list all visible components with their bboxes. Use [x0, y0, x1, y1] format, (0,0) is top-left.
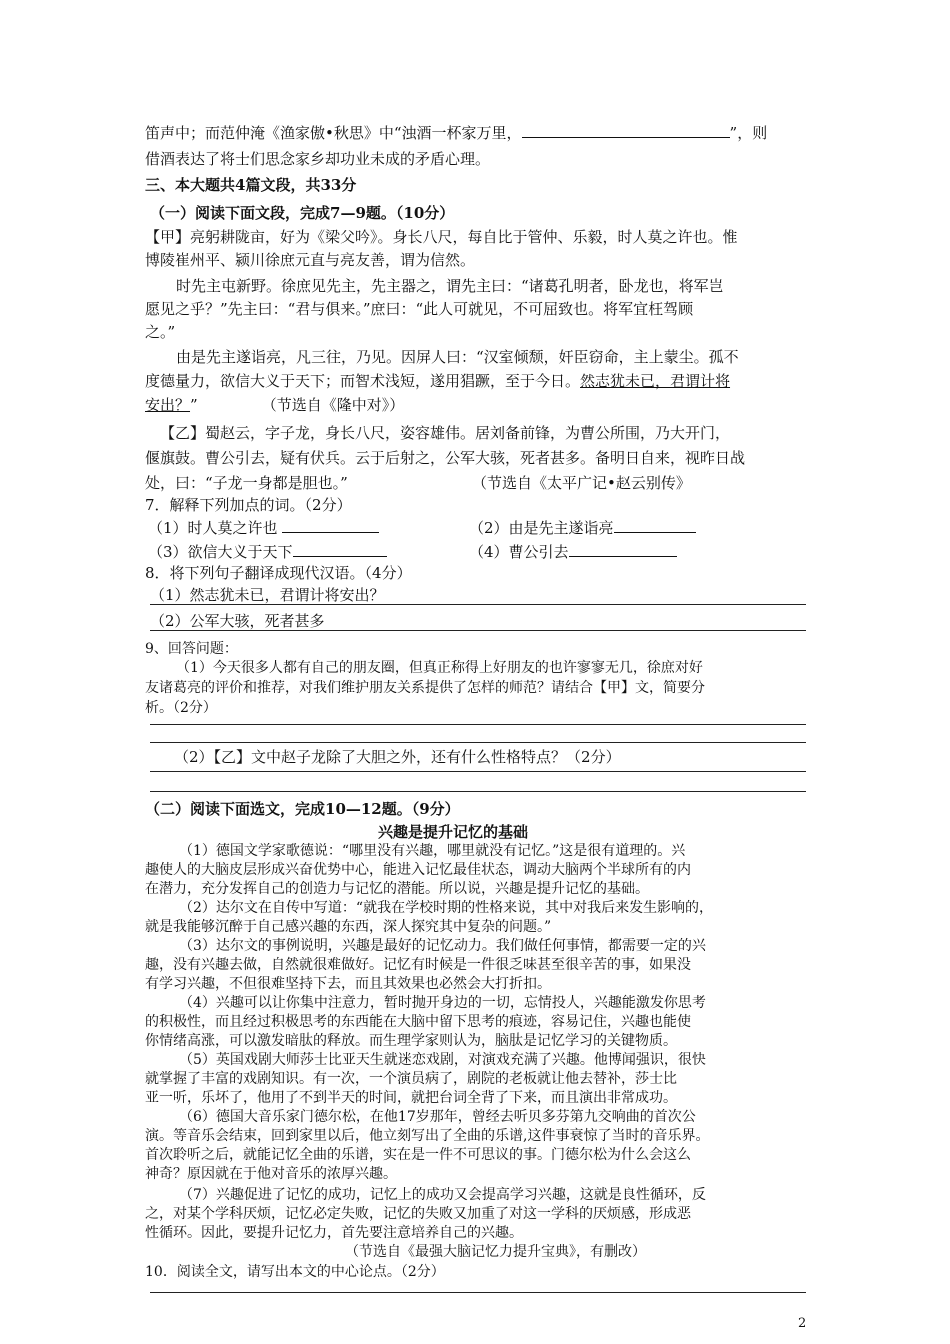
para-6-line-2: 演。等音乐会结束，回到家里以后，他立刻写出了全曲的乐谱,这件事衰惊了当时的音乐界。	[145, 1128, 710, 1144]
para-3-line-1: （3）达尔文的事例说明，兴趣是最好的记忆动力。我们做任何事情，都需要一定的兴	[179, 938, 706, 954]
para-7-line-3: 性循环。因此，要提升记忆力，首先要注意培养自己的兴趣。	[145, 1225, 523, 1241]
para-4-line-1: （4）兴趣可以让你集中注意力，暂时抛开身边的一切，忘情投人，兴趣能激发你思考	[179, 995, 706, 1011]
para-5-line-1: （5）英国戏剧大师莎士比亚天生就迷恋戏剧，对演戏充满了兴趣。他博闻强识，很快	[179, 1052, 706, 1068]
q7-item-4: （4）曹公引去	[469, 542, 677, 561]
jia-line-3: 时先主屯新野。徐庶见先主，先主器之，谓先主曰：“诸葛孔明者，卧龙也，将军岂	[176, 277, 724, 295]
q9-stem: 9、回答问题：	[145, 641, 238, 657]
jia-line-5: 之。”	[145, 323, 176, 341]
top-line-2: 借酒表达了将士们思念家乡却功业未成的矛盾心理。	[145, 150, 491, 168]
underlined-sentence: 然志犹未已，君谓计将	[580, 372, 731, 390]
article-title: 兴趣是提升记忆的基础	[378, 823, 529, 841]
q9-q2: （2）【乙】文中赵子龙除了大胆之外，还有什么性格特点？（2分）	[174, 748, 621, 766]
part1-title: （一）阅读下面文段，完成7—9题。（10分）	[150, 204, 455, 222]
answer-line[interactable]	[150, 630, 806, 631]
para-7-line-1: （7）兴趣促进了记忆的成功，记忆上的成功又会提高学习兴趣，这就是良性循环，反	[179, 1187, 706, 1203]
jia-line-7: 度德量力，欲信大义于天下；而智术浅短，遂用猖蹶，至于今日。然志犹未已，君谓计将	[145, 372, 731, 390]
article-source: （节选自《最强大脑记忆力提升宝典》，有删改）	[345, 1244, 646, 1260]
yi-source: （节选自《太平广记•赵云别传》	[472, 474, 691, 492]
para-4-line-2: 的积极性，而且经过积极思考的东西能在大脑中留下思考的痕迹，容易记住，兴趣也能使	[145, 1014, 691, 1030]
q8-item-1: （1）然志犹未已，君谓计将安出？	[150, 586, 385, 604]
para-6-line-1: （6）德国大音乐家门德尔松，在他17岁那年，曾经去听贝多芬第九交响曲的首次公	[179, 1109, 696, 1125]
section-title: 三、本大题共4篇文段，共33分	[145, 176, 357, 194]
jia-line-4: 愿见之乎？”先主曰：“君与俱来。”庶曰：“此人可就见，不可屈致也。将军宜枉驾顾	[145, 300, 694, 318]
jia-line-6: 由是先主遂诣亮，凡三往，乃见。因屏人曰：“汉室倾颓，奸臣窃命，主上蒙尘。孤不	[176, 348, 739, 366]
para-7-line-2: 之，对某个学科厌烦，记忆必定失败，记忆的失败又加重了对这一学科的厌烦感，形成恶	[145, 1206, 691, 1222]
yi-line-2: 偃旗鼓。曹公引去，疑有伏兵。云于后射之，公军大骇，死者甚多。备明日自来，视昨日战	[145, 449, 746, 467]
jia-line-2: 博陵崔州平、颍川徐庶元直与亮友善，谓为信然。	[145, 251, 476, 269]
jia-line-8: 安出？” （节选自《隆中对》）	[145, 396, 405, 414]
q7-item-3: （3）欲信大义于天下	[148, 542, 387, 561]
q10-stem: 10．阅读全文，请写出本文的中心论点。（2分）	[145, 1264, 445, 1280]
para-1-line-3: 在潜力，充分发挥自己的创造力与记忆的潜能。所以说，兴趣是提升记忆的基础。	[145, 881, 649, 897]
q9-q1-line-3: 析。（2分）	[145, 700, 217, 716]
q8-item-2: （2）公军大骇，死者甚多	[150, 612, 325, 630]
q7-stem: 7．解释下列加点的词。（2分）	[145, 496, 352, 514]
para-2-line-1: （2）达尔文在自传中写道：“就我在学校时期的性格来说，其中对我后来发生影响的，	[179, 900, 714, 916]
answer-blank[interactable]	[614, 518, 696, 533]
answer-line[interactable]	[150, 1292, 806, 1293]
answer-blank[interactable]	[569, 542, 677, 557]
q8-stem: 8．将下列句子翻译成现代汉语。（4分）	[145, 564, 412, 582]
para-1-line-1: （1）德国文学家歌德说：“哪里没有兴趣，哪里就没有记忆。”这是很有道理的。兴	[179, 843, 686, 859]
q9-q1-line-1: （1）今天很多人都有自己的朋友圈，但真正称得上好朋友的也许寥寥无几，徐庶对好	[176, 660, 703, 676]
yi-line-1: 【乙】蜀赵云，字子龙，身长八尺，姿容雄伟。居刘备前锋，为曹公所围，乃大开门，	[160, 424, 731, 442]
para-3-line-3: 有学习兴趣，不但很难坚持下去，而且其效果也必然会大打折扣。	[145, 976, 551, 992]
page-number: 2	[798, 1316, 807, 1331]
para-2-line-2: 就是我能够沉醉于自己感兴趣的东西，深人探究其中复杂的问题。”	[145, 919, 552, 935]
answer-line[interactable]	[150, 724, 806, 725]
para-3-line-2: 趣，没有兴趣去做，自然就很难做好。记忆有时候是一件很乏味甚至很辛苦的事，如果没	[145, 957, 691, 973]
q7-item-1: （1）时人莫之许也	[148, 518, 379, 537]
para-5-line-3: 亚一听，乐坏了，他用了不到半天的时间，就把台词全背了下来，而且演出非常成功。	[145, 1090, 677, 1106]
para-1-line-2: 趣使人的大脑皮层形成兴奋优势中心，能进入记忆最佳状态，调动大脑两个半球所有的内	[145, 862, 691, 878]
answer-line[interactable]	[150, 771, 806, 772]
answer-line[interactable]	[150, 742, 806, 743]
para-6-line-4: 神奇？原因就在于他对音乐的浓厚兴趣。	[145, 1166, 397, 1182]
answer-line[interactable]	[150, 604, 806, 605]
para-6-line-3: 首次聆听之后，就能记忆全曲的乐谱，实在是一件不可思议的事。门德尔松为什么会这么	[145, 1147, 691, 1163]
part2-title: （二）阅读下面选文，完成10—12题。（9分）	[145, 800, 460, 818]
para-5-line-2: 就掌握了丰富的戏剧知识。有一次，一个演员病了，剧院的老板就让他去替补，莎士比	[145, 1071, 677, 1087]
answer-blank[interactable]	[293, 542, 387, 557]
top-line-1: 笛声中；而范仲淹《渔家傲•秋思》中“浊酒一杯家万里， ”，则	[145, 124, 768, 142]
yi-line-3: 处，曰：“子龙一身都是胆也。”	[145, 474, 348, 492]
answer-blank[interactable]	[282, 518, 379, 533]
q9-q1-line-2: 友诸葛亮的评价和推荐，对我们维护朋友关系提供了怎样的师范？请结合【甲】文，简要分	[145, 680, 705, 696]
q7-item-2: （2）由是先主遂诣亮	[469, 518, 696, 537]
jia-line-1: 【甲】亮躬耕陇亩，好为《梁父吟》。身长八尺，每自比于管仲、乐毅，时人莫之许也。惟	[145, 228, 738, 246]
para-4-line-3: 你情绪高涨，可以激发暗肽的释放。而生理学家则认为，脑肽是记忆学习的关键物质。	[145, 1033, 677, 1049]
answer-blank[interactable]	[522, 123, 730, 138]
answer-line[interactable]	[150, 791, 806, 792]
